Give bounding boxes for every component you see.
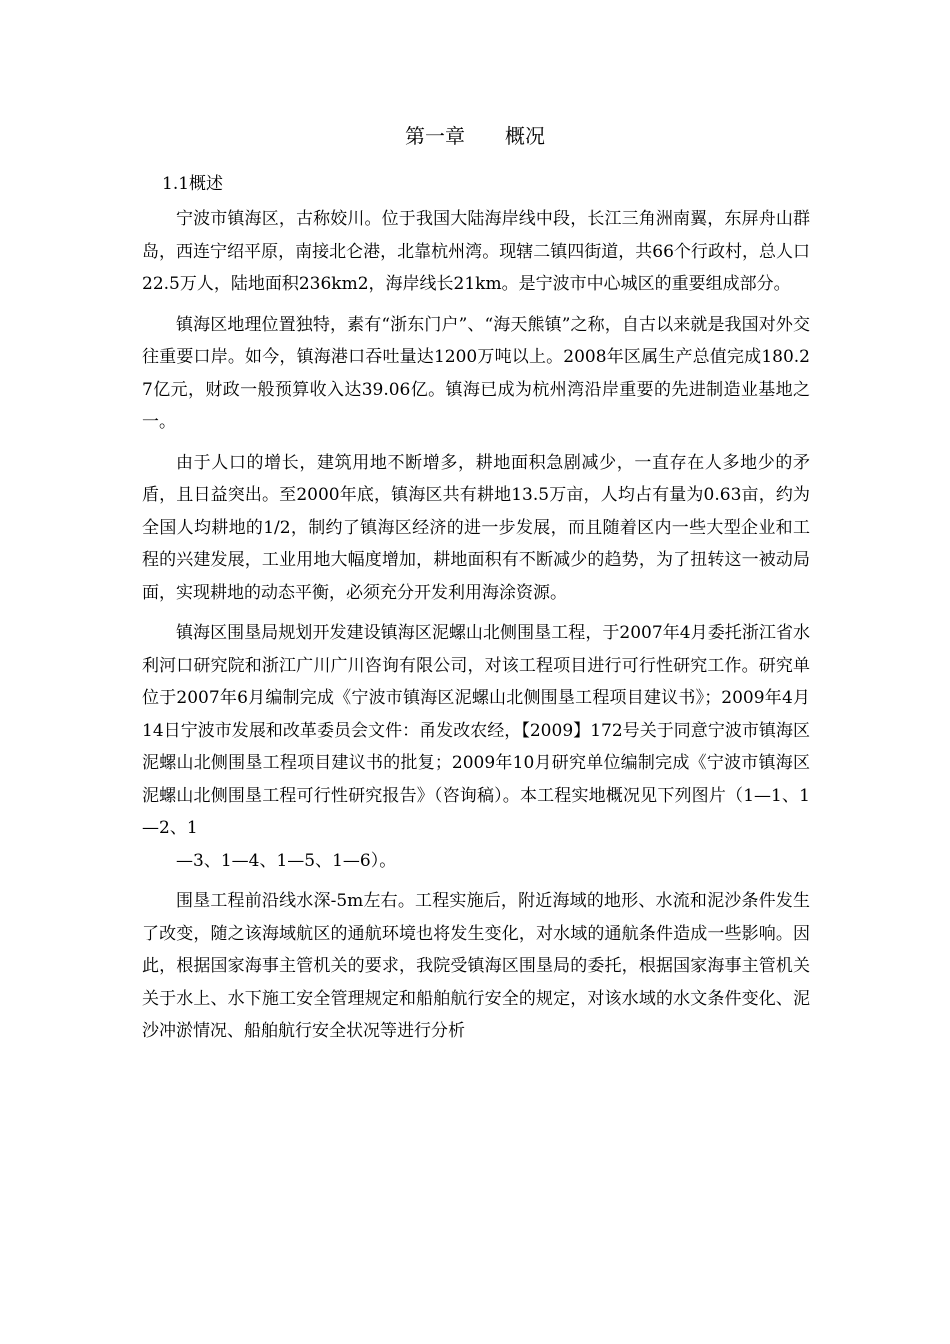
paragraph: 镇海区地理位置独特，素有“浙东门户”、“海天熊镇”之称，自古以来就是我国对外交往重要口岸。如今，镇海港口吞吐量达1200万吨以上。2008年区属生产总值完成180.27亿元，财政一般预算收入达39.06亿。镇海已成为杭州湾沿岸重要的先进制造业基地之一。 <box>142 314 810 432</box>
document-body <box>142 203 810 1056</box>
paragraph: 镇海区围垦局规划开发建设镇海区泥螺山北侧围垦工程，于2007年4月委托浙江省水利河口研究院和浙江广川广川咨询有限公司，对该工程项目进行可行性研究工作。研究单位于2007年6月编制完成《宁波市镇海区泥螺山北侧围垦工程项目建议书》；2009年4月14日宁波市发展和改革委员会文件：甬发改农经，【2009】172号关于同意宁波市镇海区泥螺山北侧围垦工程项目建议书的批复；2009年10月研究单位编制完成《宁波市镇海区泥螺山北侧围垦工程可行性研究报告》（咨询稿）。本工程实地概况见下列图片（1—1、1—2、1 <box>142 623 810 838</box>
section-heading: 1.1概述 <box>162 174 224 194</box>
paragraph-continuation: —3、1—4、1—5、1—6）。 <box>176 850 397 871</box>
paragraph: 围垦工程前沿线水深-5m左右。工程实施后，附近海域的地形、水流和泥沙条件发生了改变，随之该海域航区的通航环境也将发生变化，对水域的通航条件造成一些影响。因此，根据国家海事主管机关的要求，我院受镇海区围垦局的委托，根据国家海事主管机关关于水上、水下施工安全管理规定和船舶航行安全的规定，对该水域的水文条件变化、泥沙冲淤情况、船舶航行安全状况等进行分析 <box>142 891 810 1041</box>
paragraph: 宁波市镇海区，古称姣川。位于我国大陆海岸线中段，长江三角洲南翼，东屏舟山群岛，西连宁绍平原，南接北仑港，北靠杭州湾。现辖二镇四街道，共66个行政村，总人口22.5万人，陆地面积236km2，海岸线长21km。是宁波市中心城区的重要组成部分。 <box>142 209 810 294</box>
paragraph: 由于人口的增长，建筑用地不断增多，耕地面积急剧减少，一直存在人多地少的矛盾，且日益突出。至2000年底，镇海区共有耕地13.5万亩，人均占有量为0.63亩，约为全国人均耕地的1/2，制约了镇海区经济的进一步发展，而且随着区内一些大型企业和工程的兴建发展，工业用地大幅度增加，耕地面积有不断减少的趋势，为了扭转这一被动局面，实现耕地的动态平衡，必须充分开发利用海涂资源。 <box>142 452 810 603</box>
chapter-title: 第一章 概况 <box>405 124 545 148</box>
